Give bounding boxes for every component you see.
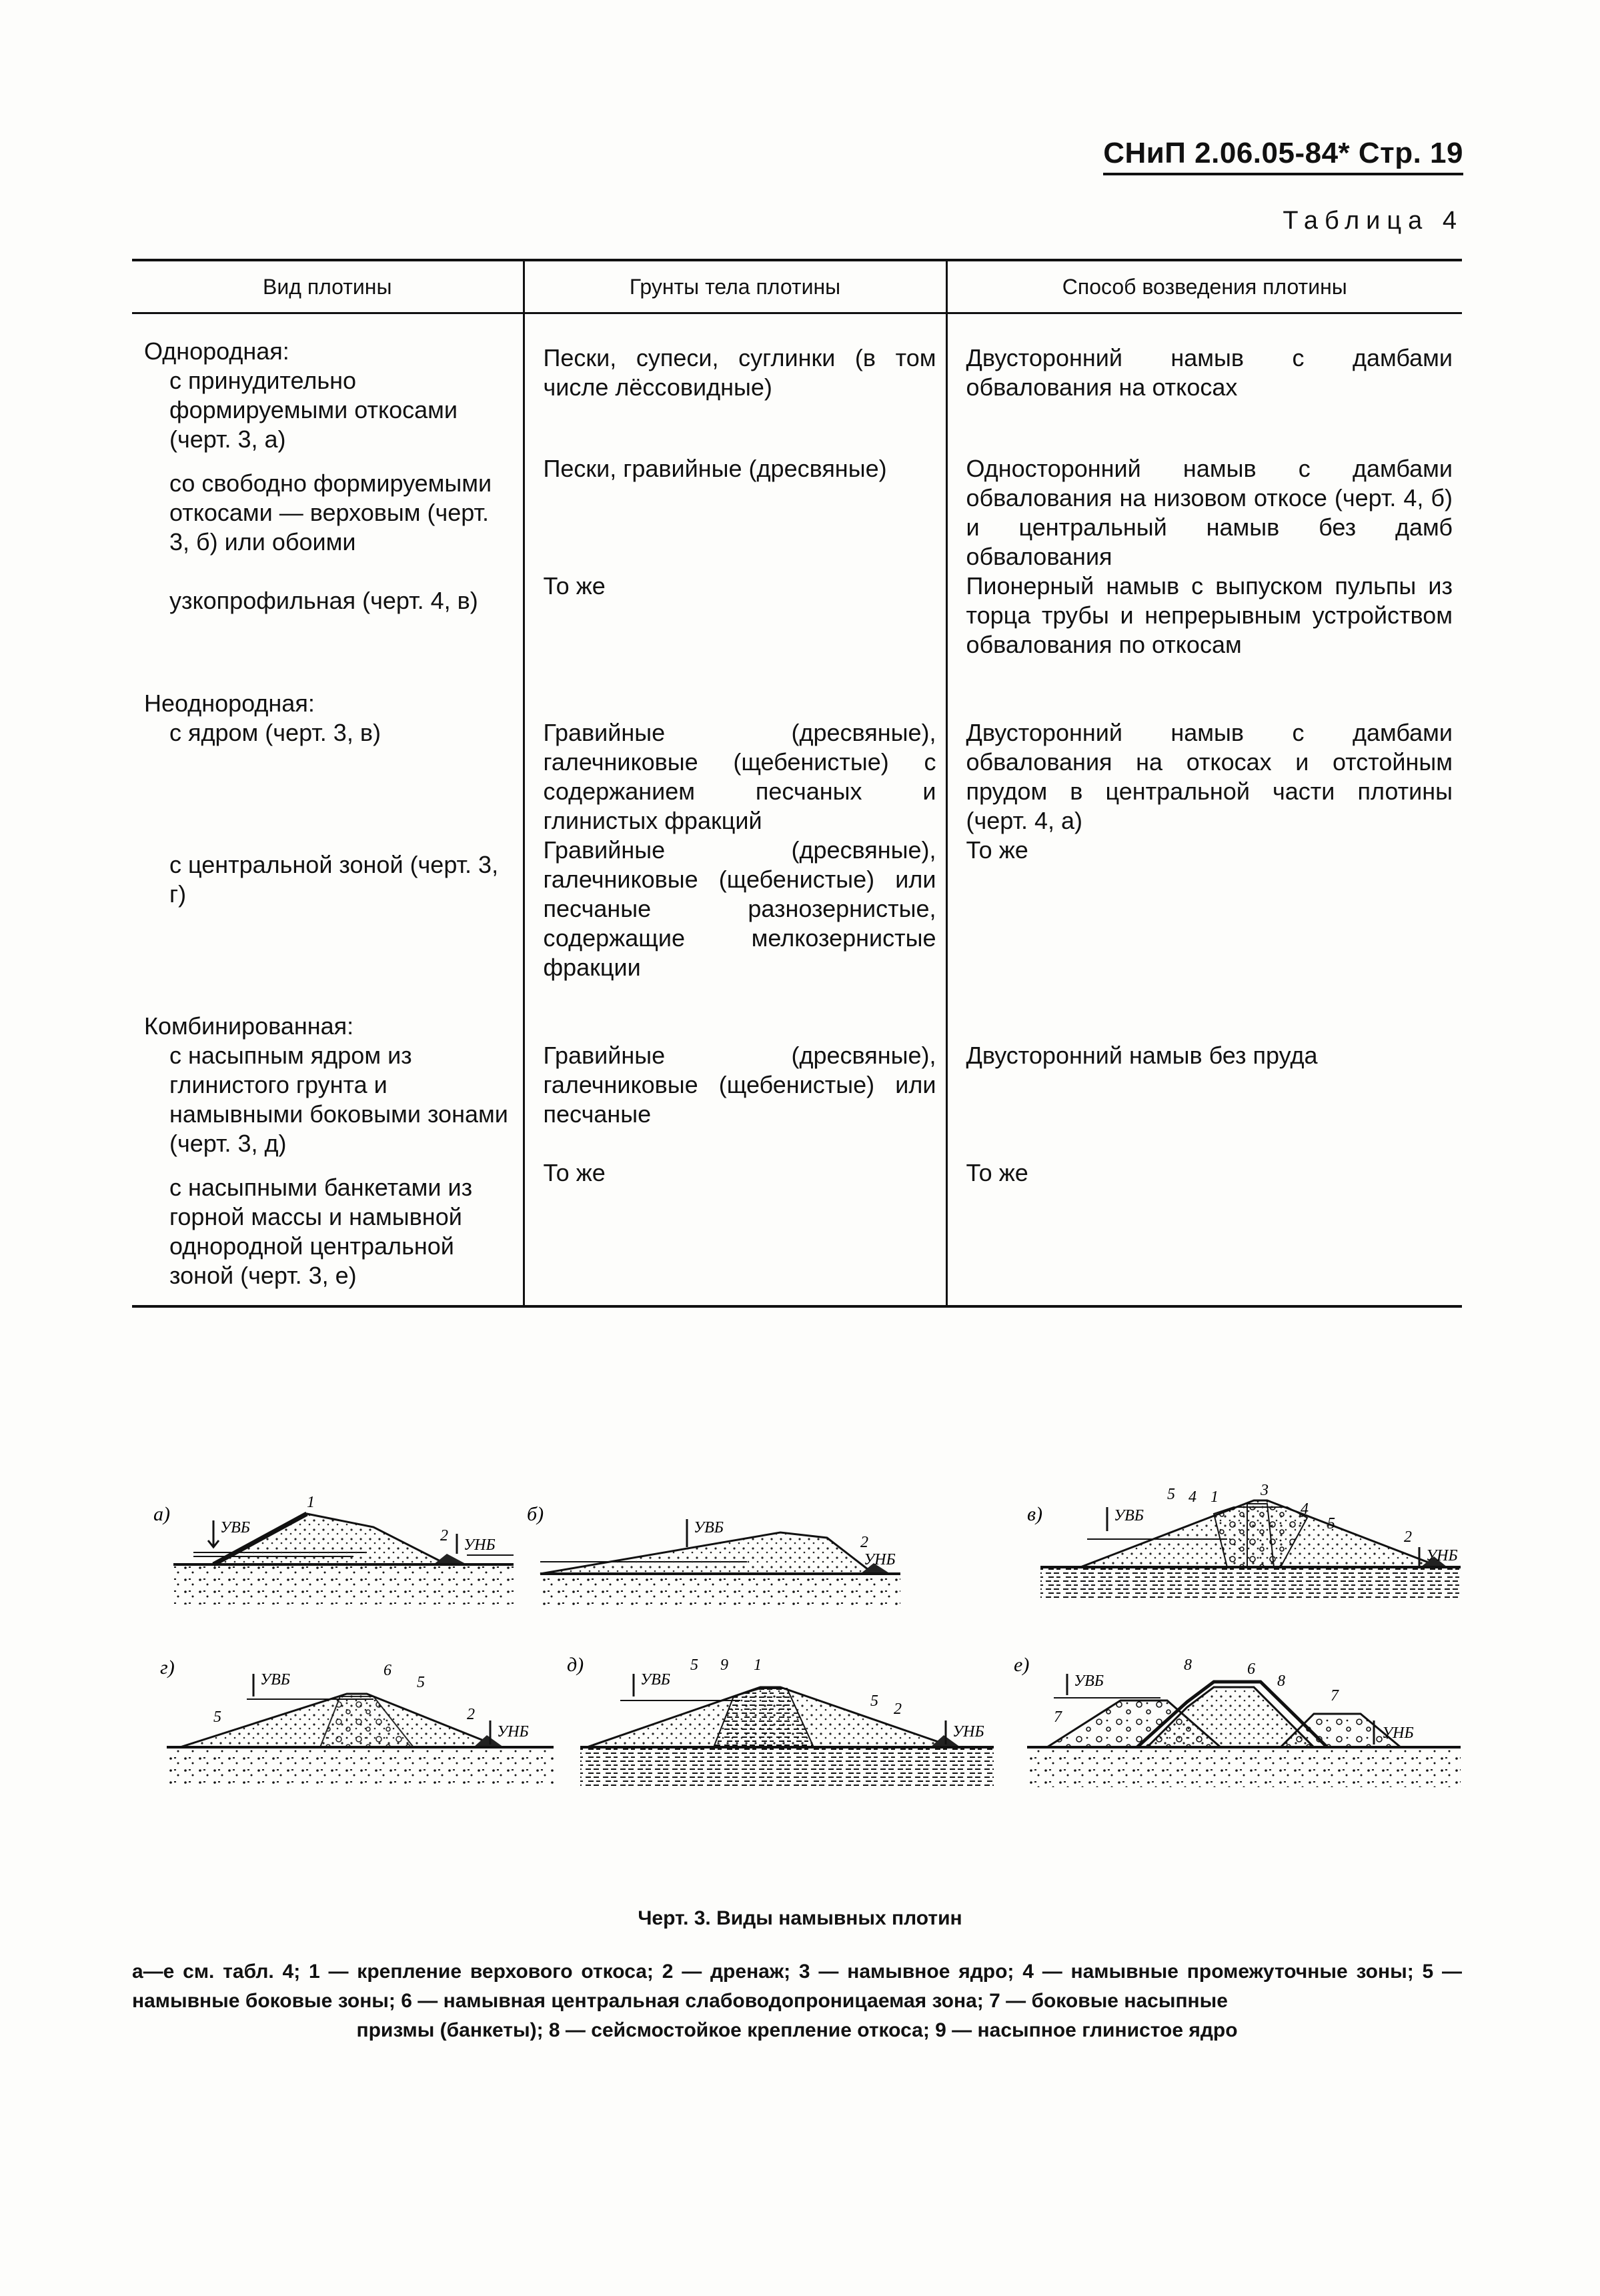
category-label: Однородная:: [144, 337, 289, 365]
dam-type: с ядром (черт. 3, в): [169, 719, 381, 746]
column-header: Способ возведения плотины: [946, 260, 1462, 313]
soil-cell: Гравийные (дресвяные), галечниковые (щебенистые) или песчаные разнозернистые, содержащие мелкозернистые фракции: [524, 836, 946, 982]
column-header: Грунты тела плотины: [524, 260, 946, 313]
panel-label: а): [153, 1503, 170, 1525]
column-header: Вид плотины: [132, 260, 524, 313]
callout-number: 7: [1331, 1687, 1339, 1704]
callout-number: 4: [1301, 1500, 1309, 1518]
dam-type: с насыпным ядром из глинистого грунта и намывными боковыми зонами (черт. 3, д): [169, 1042, 508, 1157]
page-header: СНиП 2.06.05-84* Стр. 19: [1103, 137, 1463, 175]
category-label: Комбинированная:: [144, 1012, 354, 1040]
downstream-level-label: УНБ: [1426, 1547, 1458, 1564]
method-cell: Двусторонний намыв с дамбами обвалования на откосах и отстойным прудом в центральной части плотины (черт. 4, а): [946, 660, 1462, 836]
table-row: [132, 1158, 1462, 1306]
downstream-level-label: УНБ: [1382, 1725, 1414, 1742]
callout-number: 2: [1404, 1528, 1412, 1546]
callout-number: 8: [1277, 1672, 1285, 1690]
table-caption: Таблица 4: [1283, 207, 1463, 235]
callout-number: 9: [720, 1656, 728, 1674]
figure-legend: [132, 1957, 1462, 2045]
figure-title: Черт. 3. Виды намывных плотин: [638, 1907, 962, 1929]
category-label: Неоднородная:: [144, 690, 315, 717]
downstream-level-label: УНБ: [497, 1723, 529, 1741]
callout-number: 7: [1054, 1708, 1062, 1726]
callout-number: 5: [870, 1692, 878, 1710]
upstream-level-label: УВБ: [220, 1519, 250, 1536]
panel-v: [1027, 1467, 1461, 1620]
dam-drawings: [153, 1480, 1461, 1881]
callout-number: 5: [213, 1708, 221, 1726]
callout-number: 8: [1184, 1656, 1192, 1674]
callout-number: 2: [467, 1706, 475, 1723]
callout-number: 5: [690, 1656, 698, 1674]
soil-cell: Пески, супеси, суглинки (в том числе лёссовидные): [524, 313, 946, 455]
method-cell: То же: [946, 1158, 1462, 1306]
panel-a: [153, 1480, 514, 1614]
downstream-level-label: УНБ: [864, 1551, 896, 1568]
upstream-level-label: УВБ: [694, 1519, 724, 1536]
method-cell: Пионерный намыв с выпуском пульпы из торца трубы и непрерывным устройством обвалования по откосам: [946, 571, 1462, 660]
panel-label: д): [567, 1654, 584, 1676]
panel-label: е): [1014, 1654, 1030, 1676]
method-cell: То же: [946, 836, 1462, 982]
callout-number: 5: [1327, 1515, 1335, 1532]
table-row: [132, 571, 1462, 660]
panel-label: г): [160, 1656, 175, 1678]
panel-e: [1014, 1647, 1461, 1801]
callout-number: 6: [1247, 1660, 1255, 1678]
callout-number: 4: [1188, 1488, 1196, 1506]
table-row: [132, 660, 1462, 836]
soil-cell: Гравийные (дресвяные), галечниковые (щебенистые) или песчаные: [524, 982, 946, 1158]
callout-number: 5: [1167, 1486, 1175, 1503]
table-row: [132, 982, 1462, 1158]
soil-cell: Пески, гравийные (дресвяные): [524, 454, 946, 571]
upstream-level-label: УВБ: [1074, 1672, 1104, 1690]
panel-b: [527, 1480, 900, 1614]
upstream-level-label: УВБ: [640, 1671, 670, 1688]
callout-number: 5: [417, 1674, 425, 1691]
upstream-level-label: УВБ: [1114, 1507, 1144, 1524]
callout-number: 2: [860, 1534, 868, 1551]
callout-number: 1: [307, 1494, 315, 1511]
dam-type: с принудительно формируемыми откосами (черт. 3, а): [169, 367, 458, 453]
method-cell: Односторонний намыв с дамбами обвалования на низовом откосе (черт. 4, б) и центральный намыв без дамб обвалования: [946, 454, 1462, 571]
table-row: [132, 454, 1462, 571]
callout-number: 2: [894, 1700, 902, 1718]
dam-types-table: [132, 259, 1462, 1308]
callout-number: 1: [754, 1656, 762, 1674]
downstream-level-label: УНБ: [952, 1723, 984, 1741]
table-row: [132, 313, 1462, 455]
soil-cell: То же: [524, 571, 946, 660]
dam-type: с насыпными банкетами из горной массы и намывной однородной центральной зоной (черт. 3, е): [169, 1174, 473, 1289]
dam-type: со свободно формируемыми откосами — верховым (черт. 3, б) или обоими: [169, 469, 492, 555]
dam-type: с центральной зоной (черт. 3, г): [169, 851, 499, 908]
dam-type: узкопрофильная (черт. 4, в): [169, 587, 478, 614]
panel-d: [567, 1647, 994, 1801]
soil-cell: Гравийные (дресвяные), галечниковые (щебенистые) с содержанием песчаных и глинистых фракций: [524, 660, 946, 836]
method-cell: Двусторонний намыв без пруда: [946, 982, 1462, 1158]
legend-text-last: призмы (банкеты); 8 — сейсмостойкое крепление откоса; 9 — насыпное глинистое ядро: [356, 2019, 1238, 2041]
table-header-row: [132, 260, 1462, 313]
callout-number: 1: [1211, 1488, 1219, 1506]
table-row: [132, 836, 1462, 982]
panel-g: [153, 1647, 554, 1794]
soil-cell: То же: [524, 1158, 946, 1306]
callout-number: 6: [383, 1662, 391, 1679]
legend-text: а—е см. табл. 4; 1 — крепление верхового откоса; 2 — дренаж; 3 — намывное ядро; 4 — намывные промежуточные зоны; 5 — намывные боковые зоны; 6 — намывная центральная слабоводопроницаемая зона; 7 — боковые насыпные: [132, 1961, 1462, 2012]
panel-label: б): [527, 1503, 544, 1525]
callout-number: 3: [1261, 1482, 1269, 1499]
method-cell: Двусторонний намыв с дамбами обвалования на откосах: [946, 313, 1462, 455]
panel-label: в): [1027, 1503, 1043, 1525]
callout-number: 2: [440, 1527, 448, 1544]
upstream-level-label: УВБ: [260, 1671, 290, 1688]
downstream-level-label: УНБ: [464, 1536, 496, 1554]
